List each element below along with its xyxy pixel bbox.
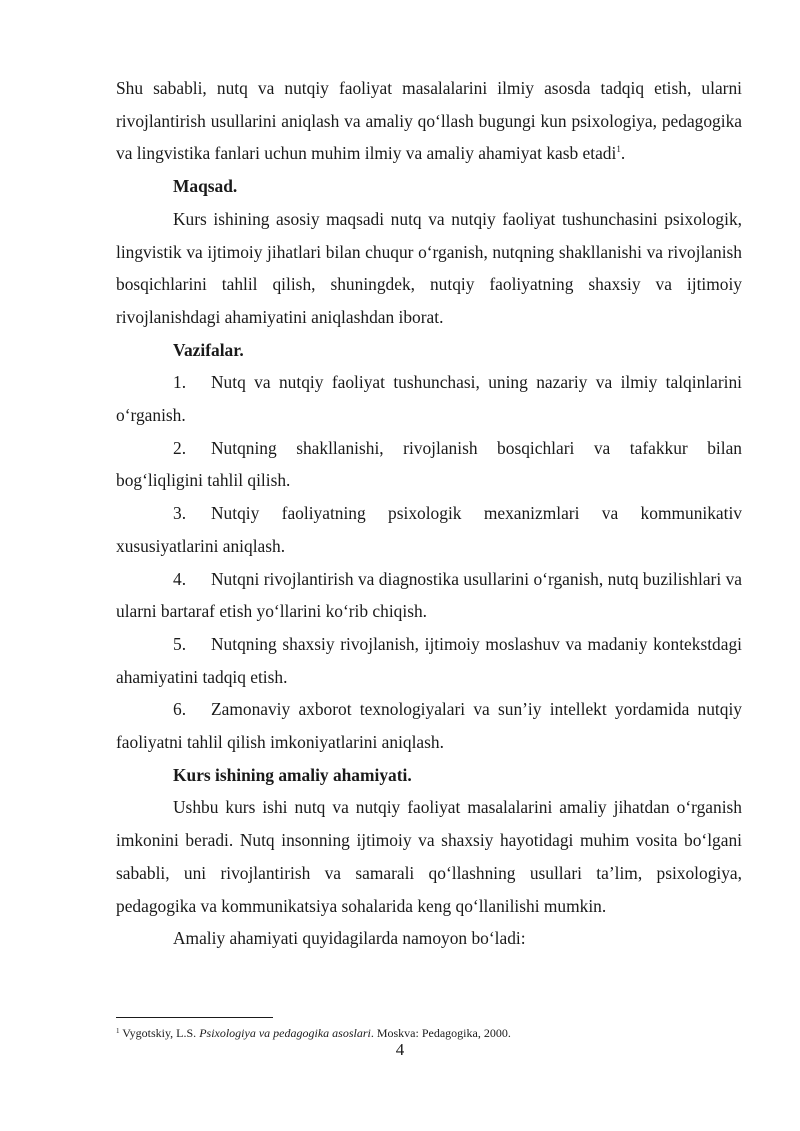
footnote-author: Vygotskiy, L.S. <box>119 1026 200 1040</box>
list-item-text: Nutqning shaxsiy rivojlanish, ijtimoiy moslashuv va madaniy kontekstdagi ahamiyatini tadqiq etish. <box>116 633 742 687</box>
body-text <box>116 72 742 955</box>
list-number: 4. <box>173 568 187 589</box>
list-number: 2. <box>173 437 187 458</box>
list-item <box>116 693 742 758</box>
list-item-text: Nutqning shakllanishi, rivojlanish bosqichlari va tafakkur bilan bog‘liqligini tahlil qilish. <box>116 437 742 491</box>
list-item-text: Zamonaviy axborot texnologiyalari va sun’iy intellekt yordamida nutqiy faoliyatni tahlil qilish imkoniyatlarini aniqlash. <box>116 699 742 753</box>
practical-lead: Amaliy ahamiyati quyidagilarda namoyon bo‘ladi: <box>173 928 526 949</box>
intro-paragraph <box>116 72 742 170</box>
list-item <box>116 628 742 693</box>
list-item-text: Nutqni rivojlantirish va diagnostika usullarini o‘rganish, nutq buzilishlari va ularni bartaraf etish yo‘llarini ko‘rib chiqish. <box>116 568 742 622</box>
list-number: 1. <box>173 372 187 393</box>
list-number: 6. <box>173 699 187 720</box>
practical-heading: Kurs ishining amaliy ahamiyati. <box>173 764 412 785</box>
goal-paragraph: Kurs ishining asosiy maqsadi nutq va nutqiy faoliyat tushunchasini psixologik, lingvistik va ijtimoiy jihatlari bilan chuqur o‘rganish, nutqning shakllanishi va rivojlanish bosqichlarini tahlil qilish, shuningdek, nutqiy faoliyatning shaxsiy va ijtimoiy rivojlanishdagi ahamiyatini aniqlashdan iborat. <box>116 208 742 327</box>
page-number: 4 <box>395 1040 405 1059</box>
intro-end: . <box>620 143 626 164</box>
list-number: 5. <box>173 633 187 654</box>
footnote-title: Psixologiya va pedagogika asoslari <box>199 1026 371 1040</box>
footnote-divider <box>116 1017 273 1018</box>
list-item <box>116 497 742 562</box>
practical-paragraph: Ushbu kurs ishi nutq va nutqiy faoliyat masalalarini amaliy jihatdan o‘rganish imkonini beradi. Nutq insonning ijtimoiy va shaxsiy hayotidagi muhim vosita bo‘lgani sababli, uni rivojlantirish va samarali qo‘llashning usullari ta’lim, psixologiya, pedagogika va kommunikatsiya sohalarida keng qo‘llanilishi mumkin. <box>116 797 742 916</box>
list-item <box>116 563 742 628</box>
tasks-heading: Vazifalar. <box>173 339 244 360</box>
list-item-text: Nutq va nutqiy faoliyat tushunchasi, uning nazariy va ilmiy talqinlarini o‘rganish. <box>116 372 742 426</box>
footnote-rest: . Moskva: Pedagogika, 2000. <box>370 1026 511 1040</box>
footnote-reference[interactable]: 1 <box>616 144 621 155</box>
list-item <box>116 366 742 431</box>
goal-heading: Maqsad. <box>173 176 238 197</box>
intro-text: Shu sababli, nutq va nutqiy faoliyat masalalarini ilmiy asosda tadqiq etish, ularni rivojlantirish usullarini aniqlash va amaliy qo‘llash bugungi kun psixologiya, pedagogika va lingvistika fanlari uchun muhim ilmiy va amaliy ahamiyat kasb etadi <box>116 78 742 164</box>
list-number: 3. <box>173 503 187 524</box>
list-item-text: Nutqiy faoliyatning psixologik mexanizmlari va kommunikativ xususiyatlarini aniqlash. <box>116 503 742 556</box>
footnote-mark: 1 <box>116 1027 120 1035</box>
list-item <box>116 432 742 497</box>
footnote <box>116 1025 511 1041</box>
